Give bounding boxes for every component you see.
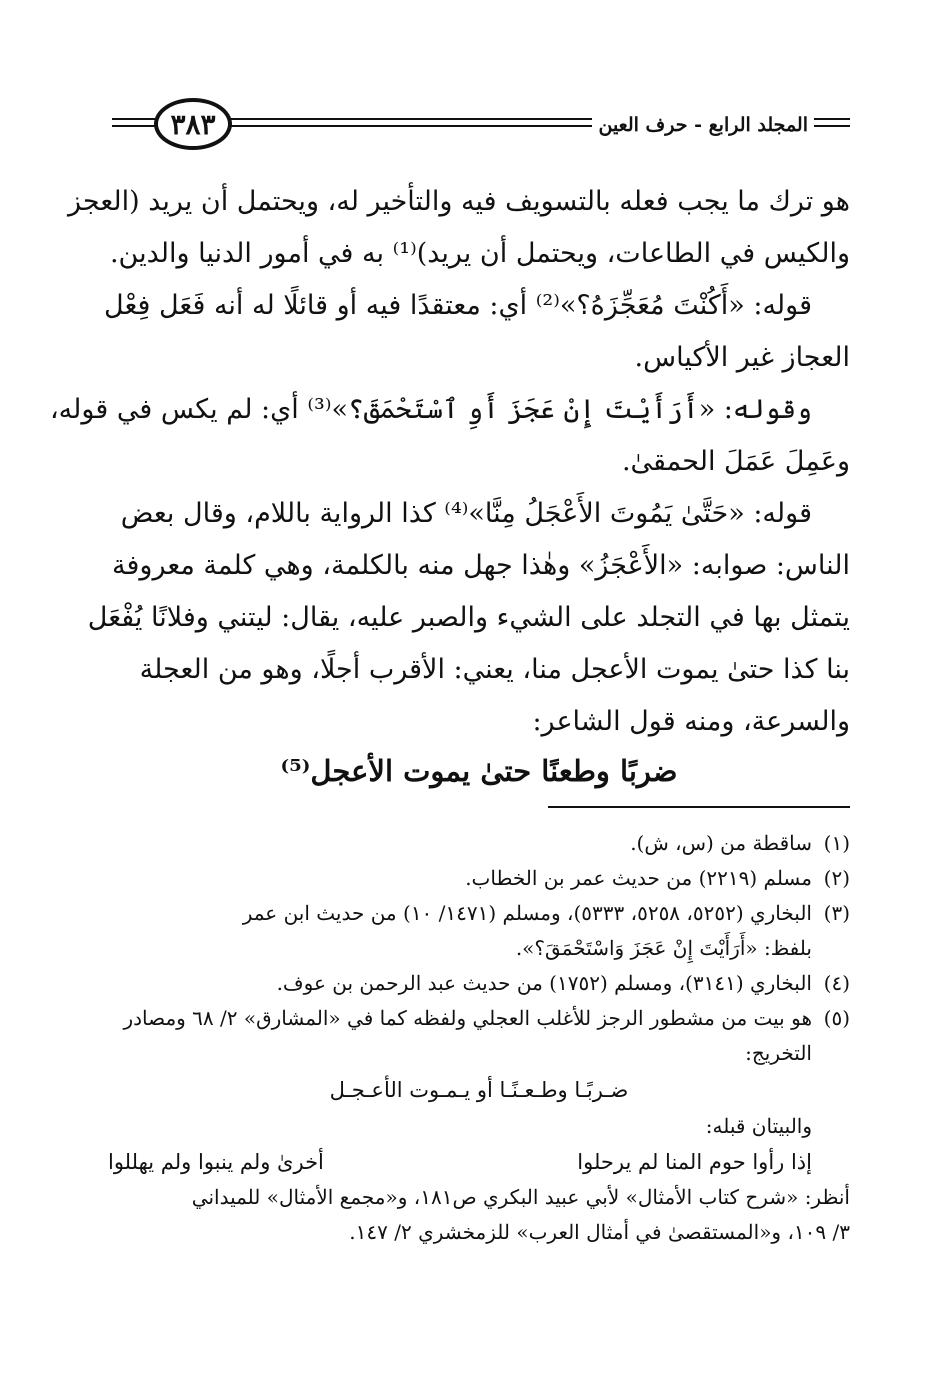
footnote-text: هو بيت من مشطور الرجز للأغلب العجلي ولفظه كما في «المشارق» ٢/ ٦٨ ومصادر (123, 1006, 812, 1030)
footnote-separator (548, 806, 850, 808)
footnote-text: البخاري (٣١٤١)، ومسلم (١٧٥٢) من حديث عبد الرحمن بن عوف. (276, 971, 812, 995)
footnote-text: ساقطة من (س، ش). (630, 831, 812, 855)
running-title: المجلد الرابع - حرف العين (592, 114, 814, 136)
footnote-3-continuation: بلفظ: «أَرَأَيْتَ إِنْ عَجَزَ وَاسْتَحْمَقَ؟». (515, 936, 812, 960)
text-line: قوله: «حَتَّىٰ يَمُوتَ الأَعْجَلُ مِنَّا»⁽⁴⁾ كذا الرواية باللام، وقال بعض (120, 498, 812, 529)
footnotes (108, 826, 850, 1250)
footnote-5-verse: ضـربًـا وطـعـنًـا أو يـمـوت الأعـجـل (329, 1078, 629, 1102)
text-line: وعَمِلَ عَمَلَ الحمقىٰ. (621, 446, 850, 477)
footnote-number: (٥) (823, 1006, 850, 1030)
text-line: يتمثل بها في التجلد على الشيء والصبر عليه، يقال: ليتني وفلانًا يُفْعَل (87, 602, 850, 633)
footnote-5 (108, 1001, 850, 1036)
footnote-number: (٤) (823, 971, 850, 995)
footnote-text: البخاري (٥٢٥٢، ٥٢٥٨، ٥٣٣٣)، ومسلم (١٤٧١/ ١٠) من حديث ابن عمر (242, 901, 812, 925)
footnote-5-continuation: التخريج: (745, 1041, 812, 1065)
header-rule-left (112, 118, 156, 120)
footnote-2 (108, 861, 850, 896)
couplet-first-hemistich: إذا رأوا حوم المنا لم يرحلوا (577, 1150, 812, 1174)
text-line: قوله: «أَكُنْتَ مُعَجِّزَهُ؟»⁽²⁾ أي: معتقدًا فيه أو قائلًا له أنه فَعَل فِعْل (104, 290, 812, 321)
footnote-5-intro: والبيتان قبله: (705, 1114, 812, 1138)
footnote-5-reference: أنظر: «شرح كتاب الأمثال» لأبي عبيد البكري ص١٨١، و«مجمع الأمثال» للميداني (191, 1185, 850, 1209)
footnote-3 (108, 896, 850, 931)
text-line: هو ترك ما يجب فعله بالتسويف فيه والتأخير له، ويحتمل أن يريد (العجز (68, 186, 850, 217)
footnote-4 (108, 966, 850, 1001)
text-line: الناس: صوابه: «الأَعْجَزُ» وهٰذا جهل منه بالكلمة، وهي كلمة معروفة (112, 550, 850, 581)
page-number: ٣٨٣ (154, 98, 232, 150)
footnote-1 (108, 826, 850, 861)
text-line: والسرعة، ومنه قول الشاعر: (532, 706, 850, 737)
header-rule-left-lower (112, 125, 156, 127)
running-header (112, 98, 850, 154)
footnote-number: (٣) (823, 901, 850, 925)
text-line: وقوله: «أَرَأَيْتَ إِنْ عَجَزَ أَوِ ٱسْتَحْمَقَ؟»⁽³⁾ أي: لم يكس في قوله، (49, 394, 812, 425)
footnote-text: مسلم (٢٢١٩) من حديث عمر بن الخطاب. (465, 866, 812, 890)
main-text (49, 176, 850, 788)
footnote-5-couplet (108, 1144, 850, 1180)
footnote-5-reference: ٣/ ١٠٩، و«المستقصىٰ في أمثال العرب» للزمخشري ٢/ ١٤٧. (349, 1220, 850, 1244)
text-line: العجاز غير الأكياس. (634, 342, 850, 373)
text-line: بنا كذا حتىٰ يموت الأعجل منا، يعني: الأقرب أجلًا، وهو من العجلة (139, 654, 850, 685)
footnote-number: (٢) (823, 866, 850, 890)
text-line: والكيس في الطاعات، ويحتمل أن يريد)⁽¹⁾ به في أمور الدنيا والدين. (109, 238, 850, 269)
poetry-verse: ضربًا وطعنًا حتىٰ يموت الأعجل⁽⁵⁾ (280, 754, 678, 788)
footnote-number: (١) (823, 831, 850, 855)
couplet-second-hemistich: أخرىٰ ولم ينبوا ولم يهللوا (108, 1150, 324, 1174)
